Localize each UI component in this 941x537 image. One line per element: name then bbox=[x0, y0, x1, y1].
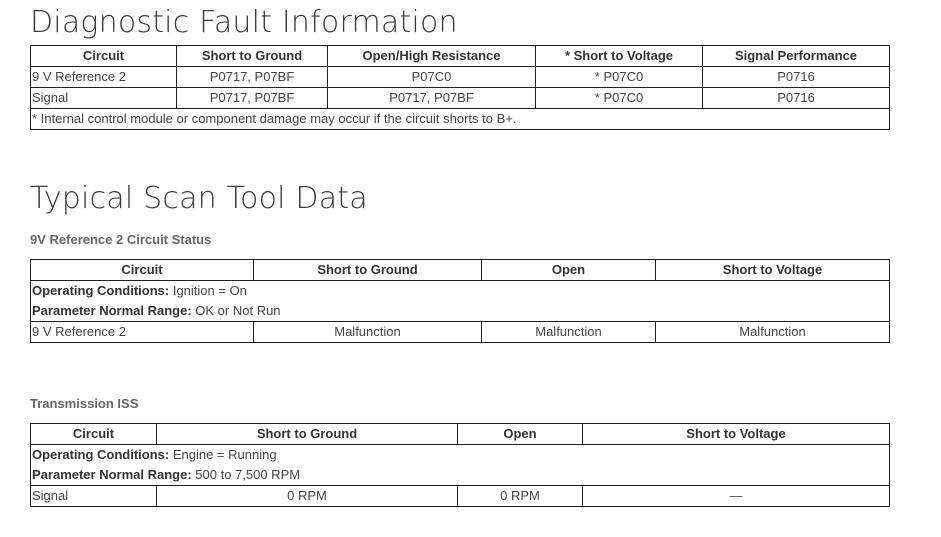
parameter-normal-range: Parameter Normal Range: 500 to 7,500 RPM bbox=[31, 465, 890, 486]
column-header: Circuit bbox=[31, 260, 254, 281]
table-cell: — bbox=[583, 486, 890, 507]
fault-info-heading: Diagnostic Fault Information bbox=[30, 5, 458, 40]
fault-info-table bbox=[30, 45, 890, 130]
table-subtitle: Transmission ISS bbox=[30, 396, 139, 411]
column-header: Open bbox=[458, 424, 583, 445]
table-cell: P07C0 bbox=[328, 67, 536, 88]
operating-conditions: Operating Conditions: Engine = Running bbox=[31, 445, 890, 466]
table-cell: Malfunction bbox=[656, 322, 890, 343]
column-header: * Short to Voltage bbox=[536, 46, 703, 67]
table-cell: 0 RPM bbox=[458, 486, 583, 507]
table-cell: Signal bbox=[31, 486, 157, 507]
footnote: * Internal control module or component damage may occur if the circuit shorts to B+. bbox=[31, 109, 890, 130]
scan-tool-heading: Typical Scan Tool Data bbox=[30, 181, 368, 216]
conditions-row bbox=[31, 445, 890, 466]
parameter-normal-range: Parameter Normal Range: OK or Not Run bbox=[31, 301, 890, 322]
table-cell: * P07C0 bbox=[536, 88, 703, 109]
column-header: Circuit bbox=[31, 424, 157, 445]
table-header-row bbox=[31, 46, 890, 67]
table-cell: P0716 bbox=[703, 67, 890, 88]
table-cell: 0 RPM bbox=[157, 486, 458, 507]
table-row bbox=[31, 88, 890, 109]
column-header: Short to Ground bbox=[254, 260, 482, 281]
column-header: Open bbox=[482, 260, 656, 281]
column-header: Open/High Resistance bbox=[328, 46, 536, 67]
column-header: Short to Voltage bbox=[583, 424, 890, 445]
table-cell: P0716 bbox=[703, 88, 890, 109]
table-note-row bbox=[31, 109, 890, 130]
table-row bbox=[31, 486, 890, 507]
column-header: Short to Ground bbox=[177, 46, 328, 67]
column-header: Circuit bbox=[31, 46, 177, 67]
table-cell: P0717, P07BF bbox=[328, 88, 536, 109]
table-subtitle: 9V Reference 2 Circuit Status bbox=[30, 232, 212, 247]
ref-circuit-status-table bbox=[30, 259, 890, 343]
table-cell: P0717, P07BF bbox=[177, 67, 328, 88]
table-cell: 9 V Reference 2 bbox=[31, 322, 254, 343]
column-header: Short to Voltage bbox=[656, 260, 890, 281]
table-row bbox=[31, 322, 890, 343]
table-cell: Malfunction bbox=[482, 322, 656, 343]
table-header-row bbox=[31, 260, 890, 281]
column-header: Signal Performance bbox=[703, 46, 890, 67]
range-row bbox=[31, 301, 890, 322]
table-cell: Signal bbox=[31, 88, 177, 109]
table-cell: P0717, P07BF bbox=[177, 88, 328, 109]
range-row bbox=[31, 465, 890, 486]
iss-status-table bbox=[30, 423, 890, 507]
table-cell: * P07C0 bbox=[536, 67, 703, 88]
column-header: Short to Ground bbox=[157, 424, 458, 445]
table-cell: Malfunction bbox=[254, 322, 482, 343]
table-header-row bbox=[31, 424, 890, 445]
table-cell: 9 V Reference 2 bbox=[31, 67, 177, 88]
operating-conditions: Operating Conditions: Ignition = On bbox=[31, 281, 890, 302]
table-row bbox=[31, 67, 890, 88]
conditions-row bbox=[31, 281, 890, 302]
